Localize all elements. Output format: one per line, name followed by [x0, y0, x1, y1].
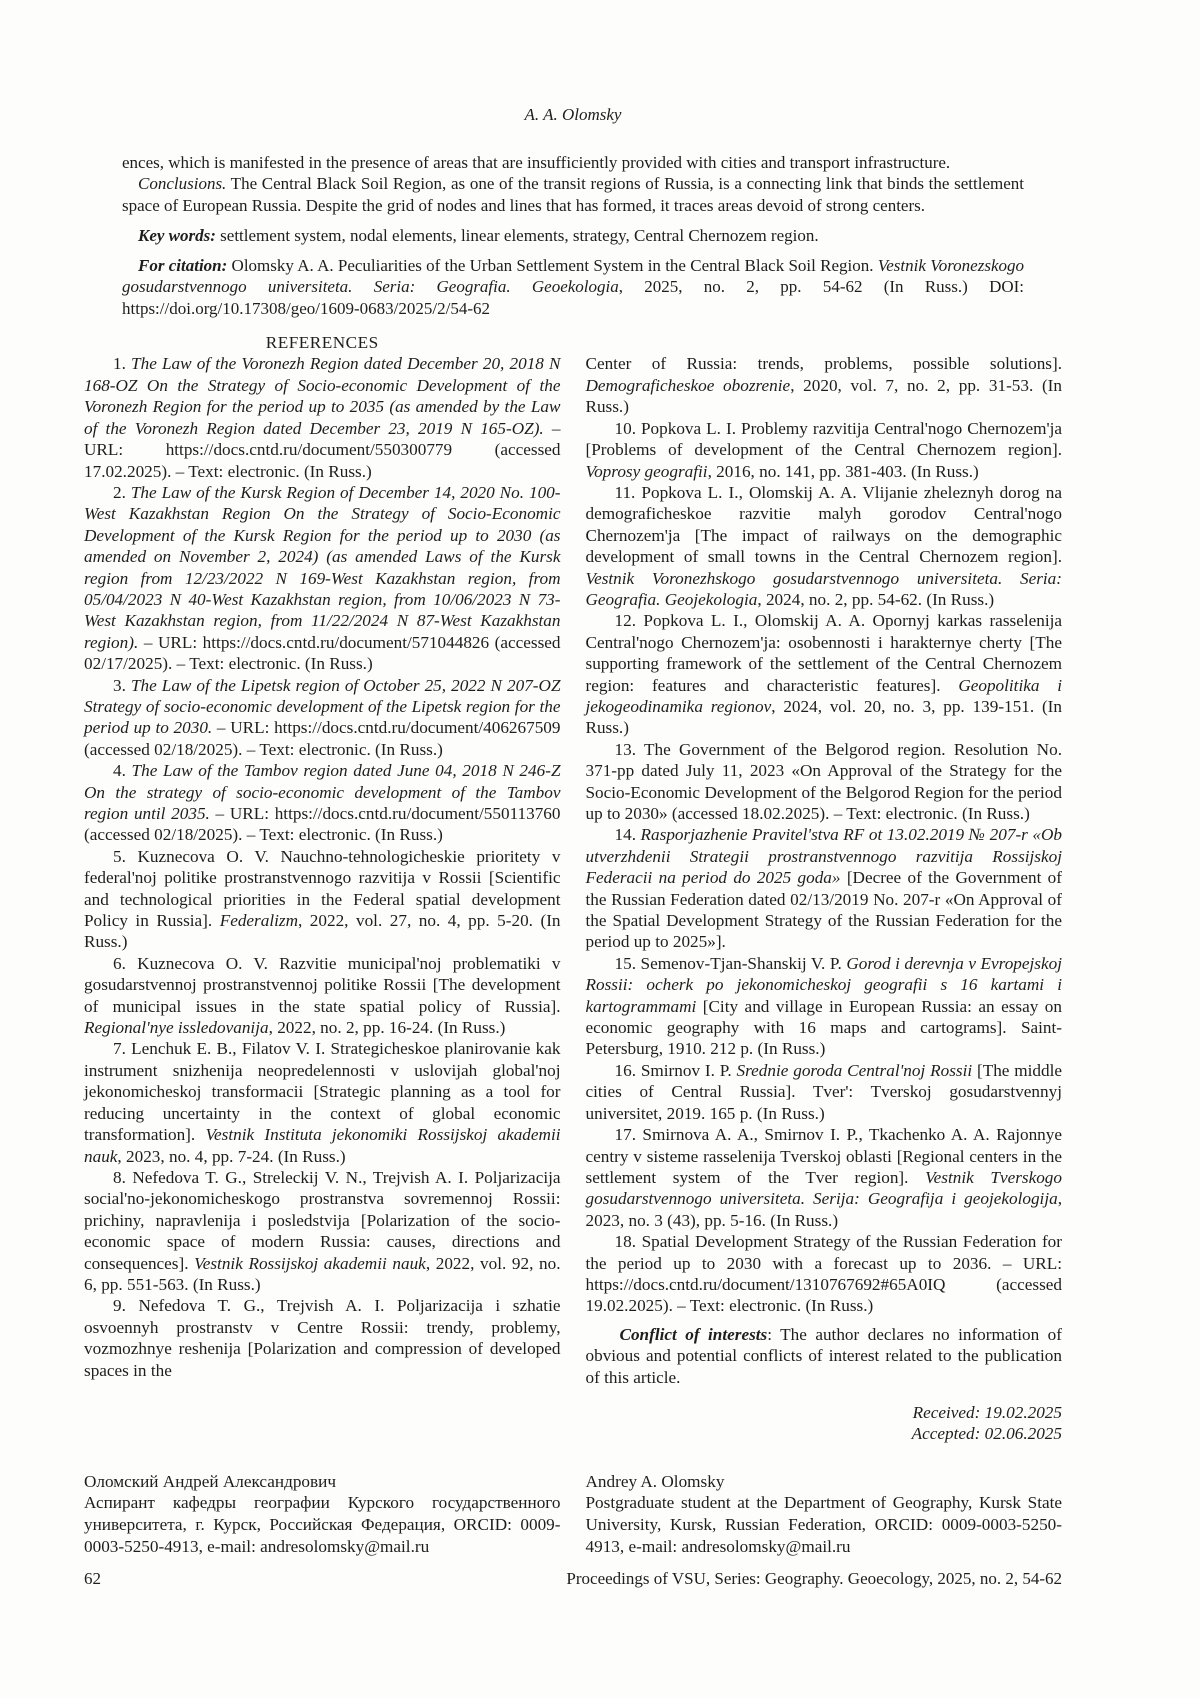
reference-item — [586, 1231, 1063, 1317]
text-run: – URL: https://docs.cntd.ru/document/571044826 (accessed 02/17/2025). – Text: electronic. (In Russ.) — [84, 632, 561, 674]
reference-item — [84, 1167, 561, 1295]
text-run: 12. Popkova L. I., Olomskij A. A. Opornyj karkas rasselenija Central'nogo Chernozem'ja: osobennosti i harakternye cherty [The supporting framework of the settlement of the Central Chernozem region: features and characteristic features]. — [585, 611, 1062, 695]
reference-item — [586, 353, 1063, 417]
reference-item — [84, 846, 561, 953]
reference-item — [586, 1124, 1063, 1231]
text-run: Vestnik Instituta jekonomiki Rossijskoj akademii nauk — [84, 1125, 561, 1166]
author-block-ru — [84, 1471, 561, 1557]
text-run: Center of Russia: trends, problems, possible solutions]. — [585, 354, 1062, 374]
text-run: , 2022, no. 2, pp. 16-24. (In Russ.) — [268, 1018, 506, 1038]
text-run: Geopolitika i jekogeodinamika regionov — [585, 675, 1063, 716]
text-run: For citation: — [138, 256, 228, 276]
reference-item — [586, 953, 1063, 1060]
text-run: Voprosy geografii — [585, 461, 708, 481]
reference-item — [586, 418, 1063, 482]
references-list-right — [586, 353, 1063, 1316]
text-run: 11. Popkova L. I., Olomskij A. A. Vlijanie zheleznyh dorog na demograficheskoe razvitie malyh gorodov Central'nogo Chernozem'ja [The impact of railways on the demographic development of small towns in the Central Chernozem region]. — [585, 482, 1062, 567]
reference-item — [84, 675, 561, 761]
reference-item — [586, 482, 1063, 610]
text-run: , 2024, vol. 20, no. 3, pp. 139-151. (In Russ.) — [585, 696, 1062, 738]
author-name-ru: Оломский Андрей Александрович — [84, 1471, 336, 1491]
text-run: The Law of the Voronezh Region dated December 20, 2018 N 168-OZ On the Strategy of Socio-economic Development of the Voronezh Region for the period up to 2035 (as amended by the Law of the Voronezh Region dated December 23, 2019 N 165-OZ). — [84, 354, 561, 438]
text-run: – URL: https://docs.cntd.ru/document/406267509 (accessed 02/18/2025). – Text: electronic. (In Russ.) — [84, 718, 561, 759]
text-run: settlement system, nodal elements, linear elements, strategy, Central Chernozem region. — [215, 225, 819, 245]
references-column-right — [586, 332, 1063, 1445]
text-run: , 2022, vol. 27, no. 4, pp. 5-20. (In Russ.) — [84, 911, 561, 952]
reference-item — [586, 610, 1063, 738]
text-run: The Law of the Lipetsk region of October 25, 2022 N 207-OZ Strategy of socio-economic development of the Lipetsk region for the period up to 2030. — [84, 675, 561, 738]
text-run: 16. Smirnov I. P. — [614, 1060, 737, 1080]
author-bio-en: Postgraduate student at the Department of Geography, Kursk State University, Kursk, Russian Federation, ORCID: 0009-0003-5250-4913, e-mail: andresolomsky@mail.ru — [585, 1493, 1062, 1556]
accepted-date: Accepted: 02.06.2025 — [911, 1424, 1062, 1444]
reference-item — [586, 1060, 1063, 1124]
text-run: – URL: https://docs.cntd.ru/document/550113760 (accessed 02/18/2025). – Text: electronic. (In Russ.) — [84, 804, 561, 845]
page-footer — [84, 1568, 1062, 1589]
lead-paragraph — [122, 152, 1024, 173]
text-run: Olomsky A. A. Peculiarities of the Urban Settlement System in the Central Black Soil Region. — [227, 256, 878, 276]
authors-section — [84, 1471, 1062, 1557]
text-run: [Decree of the Government of the Russian Federation dated 02/13/2019 No. 207-r «On Approval of the Spatial Development Strategy of the Russian Federation for the period up to 2025»]. — [585, 868, 1063, 952]
text-run: Federalizm — [219, 911, 298, 931]
reference-item — [586, 739, 1063, 825]
reference-item — [586, 824, 1063, 952]
page-content — [84, 0, 1062, 1557]
text-run: , 2016, no. 141, pp. 381-403. (In Russ.) — [707, 461, 979, 481]
text-run: , 2022, vol. 92, no. 6, pp. 551-563. (In Russ.) — [84, 1253, 561, 1294]
text-run: , 2020, vol. 7, no. 2, pp. 31-53. (In Russ.) — [585, 375, 1062, 417]
running-author: A. A. Olomsky — [524, 105, 622, 124]
author-bio-ru: Аспирант кафедры географии Курского государственного университета, г. Курск, Российская Федерация, ORCID: 0009-0003-5250-4913, e-mail: andresolomsky@mail.ru — [84, 1493, 561, 1556]
text-run: Gorod i derevnja v Evropejskoj Rossii: ocherk po jekonomicheskoj geografii s 16 kartami i kartogrammami — [585, 953, 1062, 1016]
text-run: 18. Spatial Development Strategy of the Russian Federation for the period up to 2030 with a forecast up to 2036. – URL: https://docs.cntd.ru/document/1310767692#65A0IQ (accessed 19.02.2025). – Text: electronic. (In Russ.) — [585, 1232, 1062, 1316]
author-block-en — [586, 1471, 1063, 1557]
text-run: [City and village in European Russia: an essay on economic geography with 16 maps and cartograms]. Saint-Petersburg, 1910. 212 p. (In Russ.) — [585, 996, 1062, 1059]
text-run: : The author declares no information of obvious and potential conflicts of interest related to the publication of this article. — [585, 1324, 1062, 1387]
text-run: 7. Lenchuk E. B., Filatov V. I. Strategicheskoe planirovanie kak instrument snizhenija neopredelennosti v uslovijah global'noj jekonomicheskoj transformacii [Strategic planning as a tool for reducing uncertainty in the context of global economic transformation]. — [84, 1039, 561, 1145]
text-run: , 2023, no. 4, pp. 7-24. (In Russ.) — [117, 1146, 346, 1166]
text-run: 15. Semenov-Tjan-Shanskij V. P. — [614, 953, 847, 973]
text-run: Key words: — [138, 225, 216, 245]
text-run: The Law of the Kursk Region of December 14, 2020 No. 100-West Kazakhstan Region On the Strategy of Socio-Economic Development of the Kursk Region for the period up to 2030 (as amended on November 2, 2024) (as amended Laws of the Kursk region from 12/23/2022 N 169-West Kazakhstan region, from 05/04/2023 N 40-West Kazakhstan region, from 10/06/2023 N 73-West Kazakhstan region, from 11/22/2024 N 87-West Kazakhstan region). — [84, 482, 561, 652]
text-run: Vestnik Voronezhskogo gosudarstvennogo universiteta. Seria: Geografia. Geojekologia — [585, 568, 1062, 609]
abstract-block — [122, 152, 1024, 319]
text-run: 4. — [113, 761, 132, 781]
text-run: Rasporjazhenie Pravitel'stva RF ot 13.02.2019 № 207-r «Ob utverzhdenii Strategii prostranstvennogo razvitija Rossijskoj Federacii na period do 2025 goda» — [585, 825, 1063, 888]
text-run: 2. — [113, 482, 131, 502]
text-run: 9. Nefedova T. G., Trejvish A. I. Poljarizacija i szhatie osvoennyh prostranstv v Centre Rossii: trendy, problemy, vozmozhnye reshenija [Polarization and compression of developed spaces in the — [84, 1296, 561, 1380]
text-run: The Central Black Soil Region, as one of the transit regions of Russia, is a connecting link that binds the settlement space of European Russia. Despite the grid of nodes and lines that has formed, it traces areas devoid of strong centers. — [122, 174, 1024, 215]
text-run: The Law of the Tambov region dated June 04, 2018 N 246-Z On the strategy of socio-economic development of the Tambov region until 2035. — [84, 761, 561, 823]
received-date: Received: 19.02.2025 — [912, 1402, 1062, 1422]
journal-footer: Proceedings of VSU, Series: Geography. Geoecology, 2025, no. 2, 54-62 — [566, 1569, 1062, 1588]
reference-item — [84, 1038, 561, 1166]
references-section — [84, 332, 1062, 1445]
keywords-line — [122, 225, 1024, 246]
text-run: Demograficheskoe obozrenie — [585, 375, 791, 395]
text-run: , 2024, no. 2, pp. 54-62. (In Russ.) — [757, 589, 995, 609]
conflict-paragraph — [586, 1324, 1063, 1388]
text-run: 13. The Government of the Belgorod region. Resolution No. 371-pp dated July 11, 2023 «On Approval of the Strategy for the Socio-Economic Development of the Belgorod Region for the period up to 2030» (accessed 18.02.2025). – Text: electronic. (In Russ.) — [585, 739, 1062, 823]
text-run: Conclusions. — [138, 174, 227, 194]
reference-item — [84, 482, 561, 675]
text-run: 17. Smirnova A. A., Smirnov I. P., Tkachenko A. A. Rajonnye centry v sisteme rasselenija Tverskoj oblasti [Regional centers in the settlement system of the Tver region]. — [585, 1125, 1062, 1187]
text-run: 8. Nefedova T. G., Streleckij V. N., Trejvish A. I. Poljarizacija social'no-jekonomicheskogo prostranstva sovremennoj Rossii: prichiny, napravlenija i posledstvija [Polarization of the socio-economic space of modern Russia: causes, directions and consequences]. — [84, 1167, 561, 1273]
text-run: ences, which is manifested in the presence of areas that are insufficiently provided with cities and transport infrastructure. — [122, 153, 951, 172]
page-number: 62 — [84, 1569, 101, 1588]
text-run: 6. Kuznecova O. V. Razvitie municipal'noj problematiki v gosudarstvennoj prostranstvennoj politike Rossii [The development of municipal issues in the state spatial policy of Russia]. — [84, 953, 561, 1016]
reference-item — [84, 953, 561, 1039]
text-run: , 2025, no. 2, pp. 54-62 (In Russ.) DOI: https://doi.org/10.17308/geo/1609-0683/2025/2/54-62 — [122, 277, 1025, 318]
reference-item — [84, 1295, 561, 1381]
references-column-left — [84, 332, 561, 1445]
text-run: Vestnik Voronezskogo gosudarstvennogo universiteta. Seria: Geografia. Geoekologia — [122, 256, 1024, 297]
conclusions-paragraph — [122, 173, 1024, 216]
text-run: – URL: https://docs.cntd.ru/document/550300779 (accessed 17.02.2025). – Text: electronic. (In Russ.) — [84, 418, 561, 481]
reference-item — [84, 760, 561, 846]
text-run: 5. Kuznecova O. V. Nauchno-tehnologicheskie prioritety v federal'noj politike prostranstvennogo razvitija v Rossii [Scientific and technological priorities in the Federal spatial development Policy in Russia]. — [84, 846, 561, 931]
text-run: 10. Popkova L. I. Problemy razvitija Central'nogo Chernozem'ja [Problems of development of the Central Chernozem region]. — [585, 418, 1062, 460]
reference-item — [84, 353, 561, 481]
references-heading: REFERENCES — [265, 333, 379, 353]
text-run: [The middle cities of Central Russia]. Tver': Tverskoj gosudarstvennyj universitet, 2019. 165 p. (In Russ.) — [585, 1060, 1062, 1123]
text-run: Conflict of interests — [619, 1324, 768, 1344]
text-run: , 2023, no. 3 (43), pp. 5-16. (In Russ.) — [585, 1189, 1062, 1230]
text-run: Vestnik Tverskogo gosudarstvennogo universiteta. Serija: Geografija i geojekologija — [585, 1167, 1062, 1209]
citation-paragraph — [122, 255, 1024, 319]
text-run: Srednie goroda Central'noj Rossii — [736, 1060, 973, 1080]
text-run: 14. — [614, 825, 641, 845]
text-run: 3. — [113, 675, 131, 695]
references-list-left — [84, 353, 561, 1381]
text-run: 1. — [113, 354, 132, 374]
dates-block — [586, 1402, 1063, 1445]
text-run: Vestnik Rossijskoj akademii nauk — [194, 1253, 426, 1273]
text-run: Regional'nye issledovanija — [84, 1018, 269, 1038]
author-name-en: Andrey A. Olomsky — [585, 1471, 725, 1491]
